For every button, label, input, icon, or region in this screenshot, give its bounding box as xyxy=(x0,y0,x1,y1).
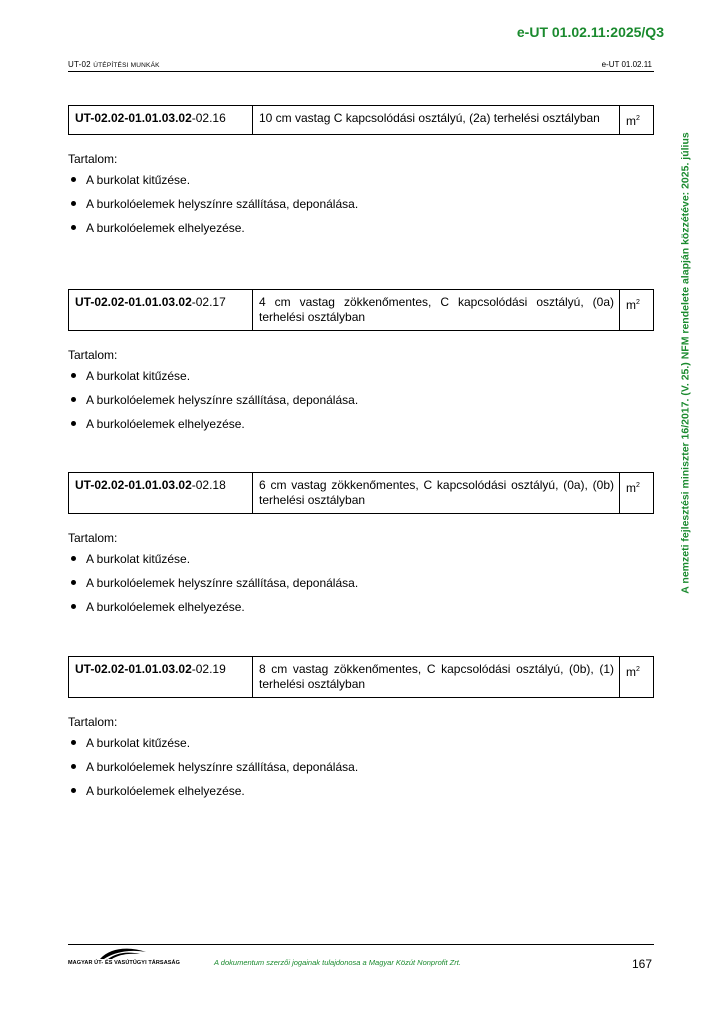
list-item xyxy=(68,221,654,245)
item-code-bold: UT-02.02-01.01.03.02 xyxy=(75,111,192,125)
content-label: Tartalom: xyxy=(68,152,118,166)
bullet-icon xyxy=(71,397,76,402)
list-item xyxy=(68,736,654,760)
bullet-icon xyxy=(71,177,76,182)
item-code-bold: UT-02.02-01.01.03.02 xyxy=(75,478,192,492)
item-code xyxy=(69,473,253,514)
publication-side-note xyxy=(676,96,696,630)
item-code-table xyxy=(68,656,654,698)
item-code-suffix: -02.18 xyxy=(191,478,226,492)
bullet-icon xyxy=(71,604,76,609)
unit-exponent: 2 xyxy=(636,666,640,673)
unit-base: m xyxy=(626,298,636,312)
unit-base: m xyxy=(626,481,636,495)
unit-base: m xyxy=(626,665,636,679)
running-header-right: e-UT 01.02.11 xyxy=(601,60,652,69)
item-code-table xyxy=(68,289,654,331)
copyright-notice: A dokumentum szerzői jogainak tulajdonosa a Magyar Közút Nonprofit Zrt. xyxy=(214,958,461,967)
side-note-text: A nemzeti fejlesztési miniszter 16/2017. (V. 25.) NFM rendelete alapján közzétéve: 2025. július xyxy=(680,132,693,594)
society-logo xyxy=(68,946,178,970)
item-code-suffix: -02.16 xyxy=(191,111,226,125)
list-item xyxy=(68,393,654,417)
bullet-icon xyxy=(71,580,76,585)
item-description: 6 cm vastag zökkenőmentes, C kapcsolódási osztályú, (0a), (0b) terhelési osztályban xyxy=(253,473,620,514)
list-item xyxy=(68,552,654,576)
item-description: 10 cm vastag C kapcsolódási osztályú, (2a) terhelési osztályban xyxy=(253,106,620,135)
page-number: 167 xyxy=(631,957,652,971)
road-swoosh-icon xyxy=(98,946,148,960)
running-header-left xyxy=(68,60,160,69)
section-prefix: UT-02 xyxy=(68,60,91,69)
item-code-bold: UT-02.02-01.01.03.02 xyxy=(75,662,192,676)
item-code xyxy=(69,657,253,698)
list-item xyxy=(68,369,654,393)
bullet-icon xyxy=(71,225,76,230)
content-list xyxy=(68,173,654,245)
bullet-icon xyxy=(71,201,76,206)
list-item-text: A burkolóelemek elhelyezése. xyxy=(86,417,245,431)
work-item xyxy=(68,656,654,808)
list-item xyxy=(68,173,654,197)
item-description: 8 cm vastag zökkenőmentes, C kapcsolódási osztályú, (0b), (1) terhelési osztályban xyxy=(253,657,620,698)
item-unit xyxy=(620,106,654,135)
work-item xyxy=(68,289,654,441)
item-code-suffix: -02.19 xyxy=(191,662,226,676)
list-item xyxy=(68,576,654,600)
bullet-icon xyxy=(71,556,76,561)
list-item-text: A burkolóelemek helyszínre szállítása, deponálása. xyxy=(86,760,359,774)
list-item-text: A burkolat kitűzése. xyxy=(86,736,191,750)
item-code-table xyxy=(68,472,654,514)
content-list xyxy=(68,552,654,624)
bullet-icon xyxy=(71,740,76,745)
content-list xyxy=(68,369,654,441)
bullet-icon xyxy=(71,788,76,793)
item-code-table xyxy=(68,105,654,135)
item-description: 4 cm vastag zökkenőmentes, C kapcsolódási osztályú, (0a) terhelési osztályban xyxy=(253,290,620,331)
footer-divider xyxy=(68,944,654,945)
bullet-icon xyxy=(71,764,76,769)
unit-exponent: 2 xyxy=(636,482,640,489)
item-unit xyxy=(620,473,654,514)
list-item-text: A burkolóelemek elhelyezése. xyxy=(86,221,245,235)
work-item xyxy=(68,472,654,624)
content-list xyxy=(68,736,654,808)
list-item-text: A burkolóelemek helyszínre szállítása, deponálása. xyxy=(86,576,359,590)
logo-text: MAGYAR ÚT- ÉS VASÚTÜGYI TÁRSASÁG xyxy=(68,960,180,966)
list-item-text: A burkolóelemek elhelyezése. xyxy=(86,784,245,798)
item-code xyxy=(69,290,253,331)
content-label: Tartalom: xyxy=(68,715,118,729)
bullet-icon xyxy=(71,373,76,378)
bullet-icon xyxy=(71,421,76,426)
unit-base: m xyxy=(626,114,636,128)
unit-exponent: 2 xyxy=(636,299,640,306)
list-item-text: A burkolóelemek helyszínre szállítása, deponálása. xyxy=(86,393,359,407)
content-label: Tartalom: xyxy=(68,531,118,545)
unit-exponent: 2 xyxy=(636,115,640,122)
list-item-text: A burkolat kitűzése. xyxy=(86,173,191,187)
list-item-text: A burkolat kitűzése. xyxy=(86,369,191,383)
list-item-text: A burkolóelemek elhelyezése. xyxy=(86,600,245,614)
item-code-bold: UT-02.02-01.01.03.02 xyxy=(75,295,192,309)
content-label: Tartalom: xyxy=(68,348,118,362)
list-item xyxy=(68,600,654,624)
item-unit xyxy=(620,657,654,698)
item-code-suffix: -02.17 xyxy=(191,295,226,309)
work-item xyxy=(68,105,654,245)
header-divider xyxy=(68,71,654,72)
list-item-text: A burkolóelemek helyszínre szállítása, deponálása. xyxy=(86,197,359,211)
list-item xyxy=(68,417,654,441)
document-code: e-UT 01.02.11:2025/Q3 xyxy=(516,24,664,40)
list-item-text: A burkolat kitűzése. xyxy=(86,552,191,566)
list-item xyxy=(68,197,654,221)
list-item xyxy=(68,784,654,808)
list-item xyxy=(68,760,654,784)
item-unit xyxy=(620,290,654,331)
item-code xyxy=(69,106,253,135)
section-title: ÚTÉPÍTÉSI MUNKÁK xyxy=(93,62,160,69)
